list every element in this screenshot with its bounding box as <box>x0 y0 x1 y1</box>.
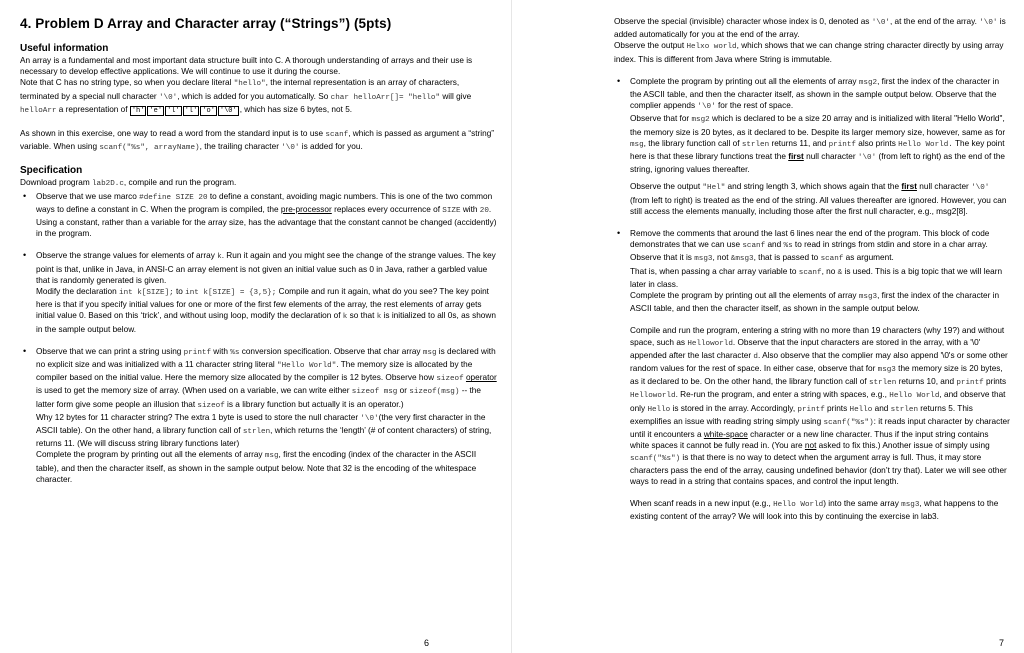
useful-info-paragraph-1: An array is a fundamental and most important data structure built into C. A thorough understanding of arrays and their use is necessary to develop effective applications. We will continue to use it during the course. <box>20 56 473 77</box>
specification-intro: Download program lab2D.c, compile and run the program. <box>20 178 237 189</box>
scanf-new-input-paragraph: When scanf reads in a new input (e.g., Hello World) into the same array msg3, what happens to the existing content of the array? We will look into this by continuing the exercise in lab3. <box>630 499 999 522</box>
array-cell: 'l' <box>184 106 198 115</box>
hel-output-paragraph: Observe the output "Hel" and string length 3, which shows again that the first null character '\0' (from left to right) is treated as the end of the string. All values thereafter are ignored. However, you can still access the elements manually, including those after the first null character, e.g., msg2[8]. <box>630 182 1007 216</box>
bullet-define-macro: • Observe that we use marco #define SIZE 20 to define a constant, avoiding magic numbers. This is one of the two common ways to define a constant in C. When the program is compiled, the pre-processor replaces every occurrence of SIZE with 20. Using a constant, rather than a variable for the array size, has the advantage that the constant cannot be changed (accidently) in the program. <box>20 191 498 240</box>
specification-heading: Specification <box>20 165 83 177</box>
bullet-scanf: • Remove the comments that around the last 6 lines near the end of the program. This block of code demonstrates that we can use scanf and %s to read in strings from stdin and store in a char array. Observe that it is msg3, not &msg3, that is passed to scanf as argument. That is, when passing a char array variable to scanf, no & is used. This is a big topic that we will learn later in class. Complete the program by printing out all the elements of array msg3, first the index of the character in ASCII table, and then the character itself, as shown in the sample output below. <box>614 228 1010 314</box>
array-cell: 'e' <box>149 106 163 115</box>
useful-info-heading: Useful information <box>20 43 109 54</box>
array-cell: '\0' <box>219 106 237 115</box>
problem-title: 4. Problem D Array and Character array (“Strings”) (5pts) <box>20 16 392 31</box>
useful-info-paragraph-2: Note that C has no string type, so when you declare literal "hello", the internal representation is an array of characters, terminated by a special null character '\0', which is added for you automatically. So char helloArr[]= "hello" will give helloArr a representation of 'h' 'e' 'l' 'l' 'o' '\0' , which has size 6 bytes, not 5. <box>20 78 472 115</box>
array-cell: 'h' <box>131 106 145 115</box>
bullet-msg2: • Complete the program by printing out all the elements of array msg2, first the index of the character in the ASCII table, and then the character itself, as shown in the sample output below. Observe that the complier appends '\0' for the rest of space. Observe that for msg2 which is declared to be a size 20 array and is initialized with literal "Hello World", the memory size is 20 bytes, as it declared to be. Despite its larger memory size, however, same as for msg, the library function call of strlen returns 11, and printf also prints Hello World. The key point here is that these library functions treat the first null character '\0' (from left to right) as the end of the string, ignoring values thereafter. <box>614 76 1010 176</box>
array-cell: 'o' <box>202 106 215 115</box>
compile-run-paragraph: Compile and run the program, entering a string with no more than 19 characters (why 19?) and without space, such as Helloworld. Observe that the input characters are stored in the array, with a '\0' appended after the last character d. Also observe that the complier may also append '\0's or some other random values for the rest of space. In either case, observe that for msg3 the memory size is 20 bytes, as it declared to be. On the other hand, the library function call of strlen returns 10, and printf prints Helloworld. Re-run the program, and enter a string with spaces, e.g., Hello World, and observe that only Hello is stored in the array. Accordingly, printf prints Hello and strlen returns 5. This exemplifies an issue with reading string simply using scanf("%s"): it reads input character by character until it encounters a white-space character or a new line character. Thus if the input string contains white spaces it cannot be fully read in. (You are not asked to fix this.) Another issue of simply using scanf("%s") is that there is no way to detect when the argument array is full. Thus, it may store characters pass the end of the array, causing undefined behavior (don’t try that). Later we will see other ways to read in a string that contains spaces, and control the input length. <box>630 326 1010 486</box>
bullet-print-string: • Observe that we can print a string using printf with %s conversion specification. Observe that char array msg is declared with no explicit size and was initialized with a 11 character string literal "Hello World". The memory size is allocated by the compiler based on the initial value. Here the memory size allocated by the compiler is 12 bytes. Observe how sizeof operator is used to get the memory size of array. (When used on a variable, we can write either sizeof msg or sizeof(msg) -- the latter form give some people an illusion that sizeof is a library function but actually it is an operator.) Why 12 bytes for 11 character string? The extra 1 byte is used to store the null character '\0'(the very first character in the ASCII table). On the other hand, a library function call of strlen, which returns the ‘length’ (# of content characters) of string, returns 11. (We will discuss string library functions later) Complete the program by printing out all the elements of array msg, first the encoding (index of the character in the ASCII table), and then the character itself, as shown in the sample output below. Note that 32 is the encoding of the whitespace character. <box>20 346 498 485</box>
char-array-diagram <box>130 105 240 114</box>
array-cell: 'l' <box>167 106 180 115</box>
page-number: 6 <box>424 638 430 648</box>
useful-info-paragraph-3: As shown in this exercise, one way to read a word from the standard input is to use scanf, which is passed as argument a “string” variable. When using scanf("%s", arrayName), the trailing character '\0' is added for you. <box>20 129 495 153</box>
null-char-paragraph: Observe the special (invisible) character whose index is 0, denoted as '\0', at the end of the array. '\0' is added automatically for you at the end of the array. Observe the output Helxo world, which shows that we can change string character directly by using array index. This is different from Java where String is immutable. <box>614 17 1006 64</box>
right-page <box>512 0 1024 653</box>
page-number: 7 <box>998 638 1004 648</box>
bullet-strange-values: • Observe the strange values for elements of array k. Run it again and you might see the change of the strange values. The key point is that, unlike in Java, in ANSI-C an array element is not given an initial value such as 0 in Java, rather a garbled value that is randomly generated is given. Modify the declaration int k[SIZE]; to int k[SIZE] = {3,5}; Compile and run it again, what do you see? The key point here is that if you specify initial values for one or more of the first few elements of the array, the rest elements of array gets initial value 0. Based on this ‘trick’, and without using loop, modify the declaration of k so that k is initialized to all 0s, as shown in the sample output below. <box>20 250 498 334</box>
